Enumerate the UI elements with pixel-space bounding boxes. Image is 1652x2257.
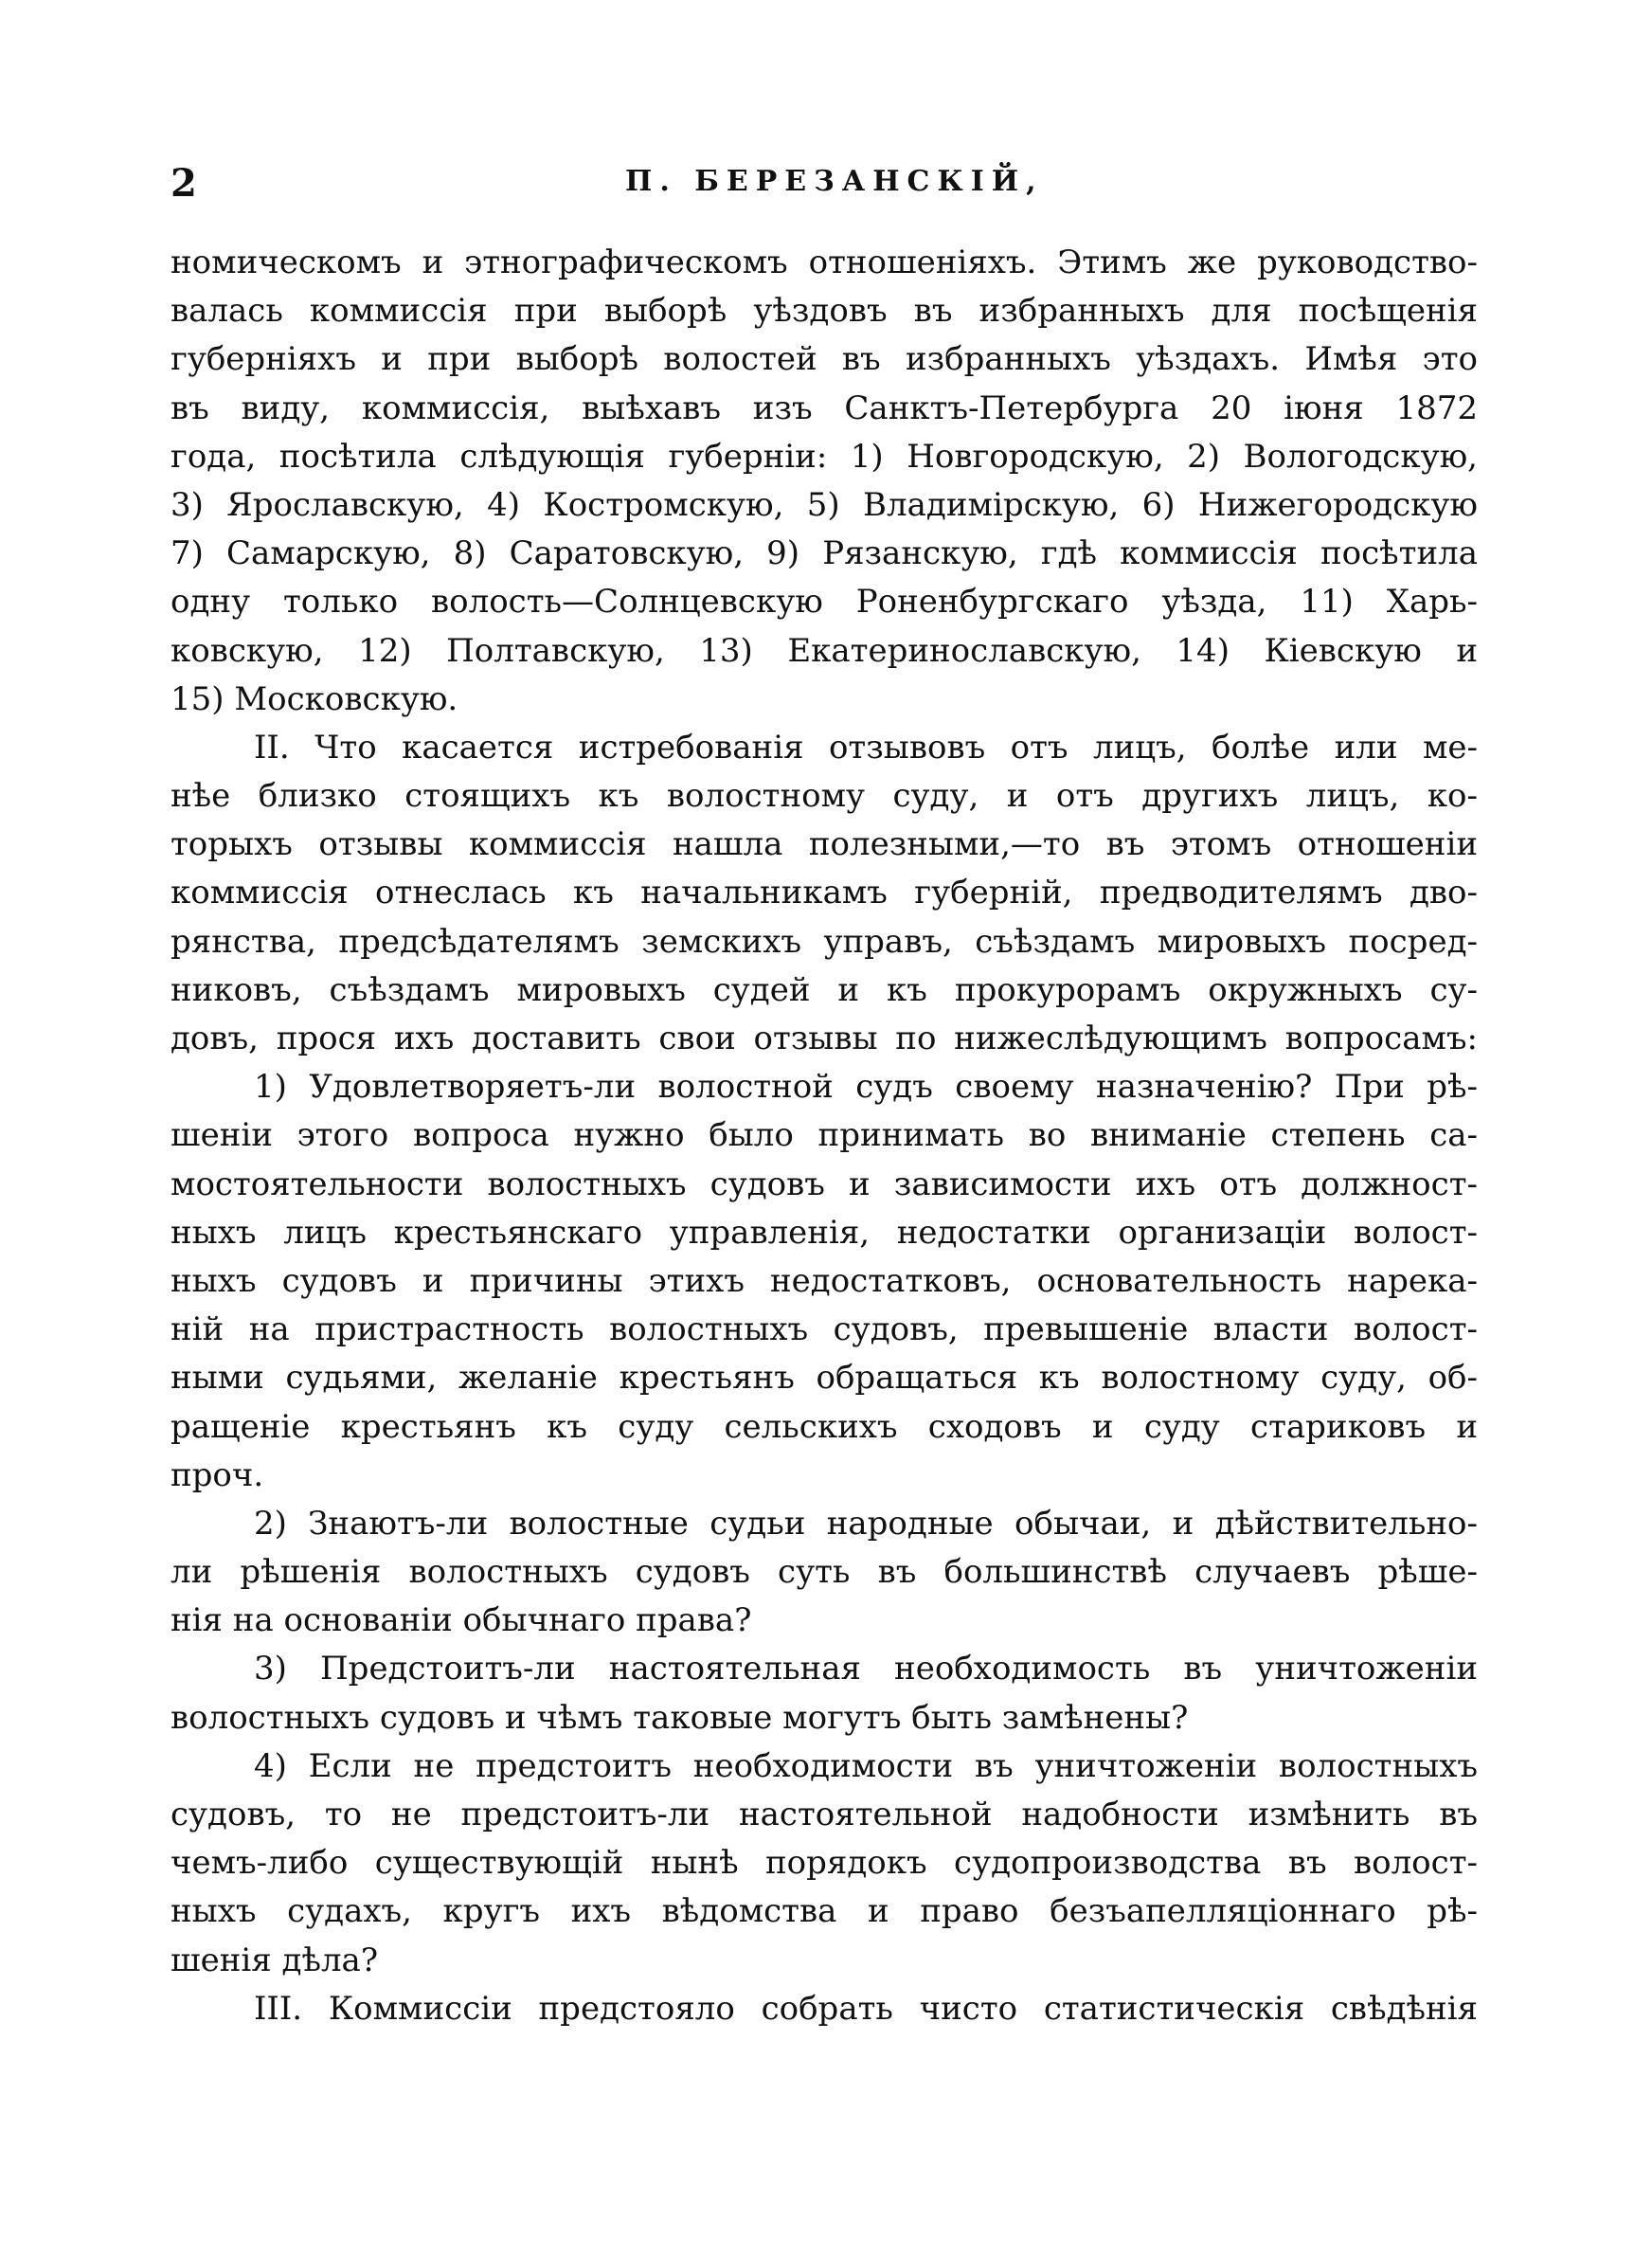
text-line: ныхъ лицъ крестьянскаго управленія, недостатки организаціи волост- [171, 1213, 1478, 1252]
text-line: 2) Знаютъ-ли волостные судьи народные обычаи, и дѣйствительно- [254, 1504, 1478, 1543]
text-line: II. Что касается истребованія отзывовъ отъ лицъ, болѣе или ме- [254, 728, 1478, 767]
text-line: никовъ, съѣздамъ мировыхъ судей и къ прокурорамъ окружныхъ су- [171, 970, 1478, 1009]
text-line: чемъ-либо существующій нынѣ порядокъ судопроизводства въ волост- [171, 1844, 1478, 1883]
text-line: шеніи этого вопроса нужно было принимать во вниманіе степень са- [171, 1116, 1478, 1155]
text-line: номическомъ и этнографическомъ отношеніяхъ. Этимъ же руководство- [171, 244, 1478, 281]
text-line: судовъ, то не предстоитъ-ли настоятельной надобности измѣнить въ [171, 1796, 1478, 1833]
text-line: валась коммиссія при выборѣ уѣздовъ въ избранныхъ для посѣщенія [171, 292, 1478, 331]
text-line: нія на основаніи обычнаго права? [171, 1601, 752, 1640]
text-line: года, посѣтила слѣдующія губерніи: 1) Новгородскую, 2) Вологодскую, [171, 437, 1478, 476]
text-line: ныхъ судовъ и причины этихъ недостатковъ, основательность нарека- [171, 1261, 1478, 1300]
running-title: П. БЕРЕЗАНСКІЙ, [625, 165, 1044, 198]
text-line: коммиссія отнеслась къ начальникамъ губерній, предводителямъ дво- [171, 874, 1478, 912]
text-line: ли рѣшенія волостныхъ судовъ суть въ большинствѣ случаевъ рѣше- [171, 1553, 1478, 1592]
text-line: проч. [171, 1455, 264, 1494]
text-line: рянства, предсѣдателямъ земскихъ управъ, съѣздамъ мировыхъ посред- [171, 922, 1478, 961]
text-line: торыхъ отзывы коммиссія нашла полезными,—то въ этомъ отношеніи [171, 825, 1478, 864]
text-line: 15) Московскую. [171, 679, 458, 718]
text-line: ращеніе крестьянъ къ суду сельскихъ сходовъ и суду стариковъ и [171, 1407, 1478, 1446]
body-text [171, 239, 1478, 2033]
text-line: шенія дѣла? [171, 1941, 379, 1979]
text-line: 1) Удовлетворяетъ-ли волостной судъ своему назначенію? При рѣ- [254, 1068, 1478, 1107]
text-line: 3) Предстоитъ-ли настоятельная необходимость въ уничтоженіи [254, 1650, 1478, 1688]
text-line: ній на пристрастность волостныхъ судовъ, превышеніе власти волост- [171, 1310, 1478, 1349]
text-line: 7) Самарскую, 8) Саратовскую, 9) Рязанскую, гдѣ коммиссія посѣтила [171, 534, 1478, 573]
text-line: III. Коммиссіи предстояло собрать чисто статистическія свѣдѣнія [254, 1989, 1478, 2028]
text-line: ными судьями, желаніе крестьянъ обращаться къ волостному суду, об- [171, 1359, 1478, 1398]
text-line: мостоятельности волостныхъ судовъ и зависимости ихъ отъ должност- [171, 1165, 1478, 1203]
text-line: 3) Ярославскую, 4) Костромскую, 5) Владимірскую, 6) Нижегородскую [171, 485, 1478, 524]
text-line: волостныхъ судовъ и чѣмъ таковые могутъ быть замѣнены? [171, 1698, 1189, 1737]
text-line: губерніяхъ и при выборѣ волостей въ избранныхъ уѣздахъ. Имѣя это [171, 340, 1478, 379]
text-line: нѣе близко стоящихъ къ волостному суду, и отъ другихъ лицъ, ко- [171, 777, 1478, 816]
text-line: довъ, прося ихъ доставить свои отзывы по нижеслѣдующимъ вопросамъ: [171, 1020, 1478, 1057]
text-line: въ виду, коммиссія, выѣхавъ изъ Санктъ-Петербурга 20 іюня 1872 [171, 388, 1478, 427]
text-line: ковскую, 12) Полтавскую, 13) Екатеринославскую, 14) Кіевскую и [171, 631, 1478, 670]
text-line: ныхъ судахъ, кругъ ихъ вѣдомства и право безъапелляціоннаго рѣ- [171, 1892, 1478, 1931]
text-line: 4) Если не предстоитъ необходимости въ уничтоженіи волостныхъ [254, 1746, 1478, 1785]
text-line: одну только волость—Солнцевскую Роненбургскаго уѣзда, 11) Харь- [171, 583, 1478, 622]
page-number: 2 [171, 161, 197, 206]
